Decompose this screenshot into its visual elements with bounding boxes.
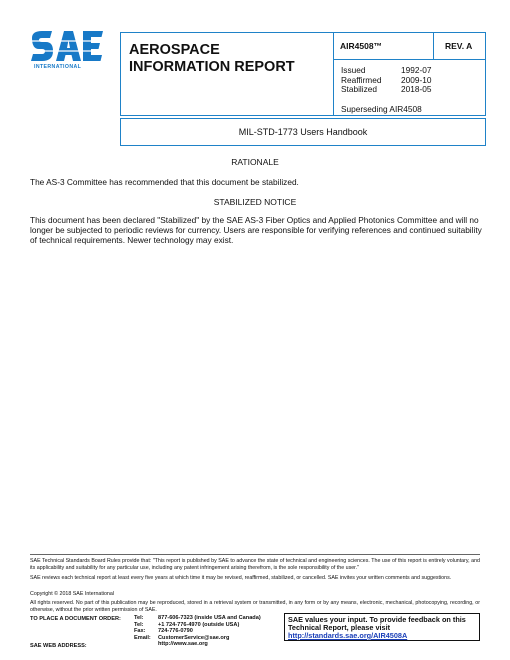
date-row-stabilized — [341, 85, 441, 95]
header-divider-vertical-2 — [433, 33, 434, 59]
footer-copyright: Copyright © 2018 SAE International — [30, 591, 114, 597]
feedback-line-1: SAE values your input. To provide feedback on this — [288, 615, 466, 624]
document-number: AIR4508™ — [340, 41, 383, 51]
superseding-note: Superseding AIR4508 — [341, 104, 422, 114]
contact-row — [134, 641, 261, 648]
contact-value: +1 724-776-4970 (outside USA) — [158, 621, 240, 628]
contact-row — [134, 628, 261, 635]
header-divider-vertical-1 — [333, 33, 334, 115]
date-list — [341, 66, 441, 95]
web-address-label: SAE WEB ADDRESS: — [30, 643, 87, 649]
contact-row — [134, 635, 261, 642]
date-label: Reaffirmed — [341, 74, 382, 85]
header-divider-horizontal — [333, 59, 485, 60]
contact-value: 724-776-0790 — [158, 628, 193, 635]
contact-label: Email: — [134, 634, 151, 641]
date-label: Stabilized — [341, 84, 377, 95]
contact-row — [134, 622, 261, 629]
order-label: TO PLACE A DOCUMENT ORDER: — [30, 616, 121, 622]
footer-divider — [30, 554, 480, 555]
date-value: 1992-07 — [401, 65, 432, 75]
document-title: MIL-STD-1773 Users Handbook — [238, 127, 368, 137]
contact-value: 877-606-7323 (inside USA and Canada) — [158, 615, 261, 621]
date-value: 2009-10 — [401, 74, 432, 85]
report-type-line-2: INFORMATION REPORT — [129, 59, 295, 75]
revision-label: REV. A — [445, 41, 473, 51]
footer-rules-text: SAE Technical Standards Board Rules provide that: "This report is published by SAE to advance the state of technical and engineering sciences. The use of this report is entirely voluntary, and its applicability and suitability for any particular use, including any patent infringement arising therefrom, is the sole responsibility of the user." — [30, 558, 480, 571]
stabilized-notice-text: This document has been declared "Stabilized" by the SAE AS-3 Fiber Optics and Applied Photonics Committee and will no longer be subjected to periodic reviews for currency. Users are responsible for verifying references and continued suitability of technical requirements. Newer technology may exist. — [30, 215, 482, 246]
document-title-box — [120, 118, 486, 146]
contact-label: Tel: — [134, 615, 144, 621]
feedback-box — [284, 613, 480, 641]
stabilized-notice-heading: STABILIZED NOTICE — [213, 197, 297, 207]
rationale-heading: RATIONALE — [231, 157, 279, 167]
contact-value[interactable]: CustomerService@sae.org — [158, 634, 230, 641]
footer-rights-text: All rights reserved. No part of this publication may be reproduced, stored in a retrieval system or transmitted, in any form or by any means, electronic, mechanical, photocopying, recording, or otherwise, without the prior written permission of SAE. — [30, 600, 480, 613]
rationale-text: The AS-3 Committee has recommended that this document be stabilized. — [30, 177, 299, 187]
sae-logo-mark — [30, 30, 104, 64]
report-type-line-1: AEROSPACE — [129, 42, 220, 58]
date-value: 2018-05 — [401, 84, 432, 95]
feedback-link[interactable]: http://standards.sae.org/AIR4508A — [288, 631, 408, 640]
contact-label — [134, 641, 158, 648]
sae-logo-subtext: INTERNATIONAL — [34, 64, 82, 70]
date-label: Issued — [341, 65, 366, 75]
feedback-line-2: Technical Report, please visit — [288, 623, 391, 632]
contact-list — [134, 615, 261, 648]
contact-label: Tel: — [134, 621, 144, 628]
web-address-link[interactable]: http://www.sae.org — [158, 641, 208, 648]
report-type-title — [129, 42, 329, 76]
contact-label: Fax: — [134, 628, 146, 635]
footer-review-text: SAE reviews each technical report at least every five years at which time it may be revised, reaffirmed, stabilized, or cancelled. SAE invites your written comments and suggestions. — [30, 575, 452, 581]
contact-row — [134, 615, 261, 622]
